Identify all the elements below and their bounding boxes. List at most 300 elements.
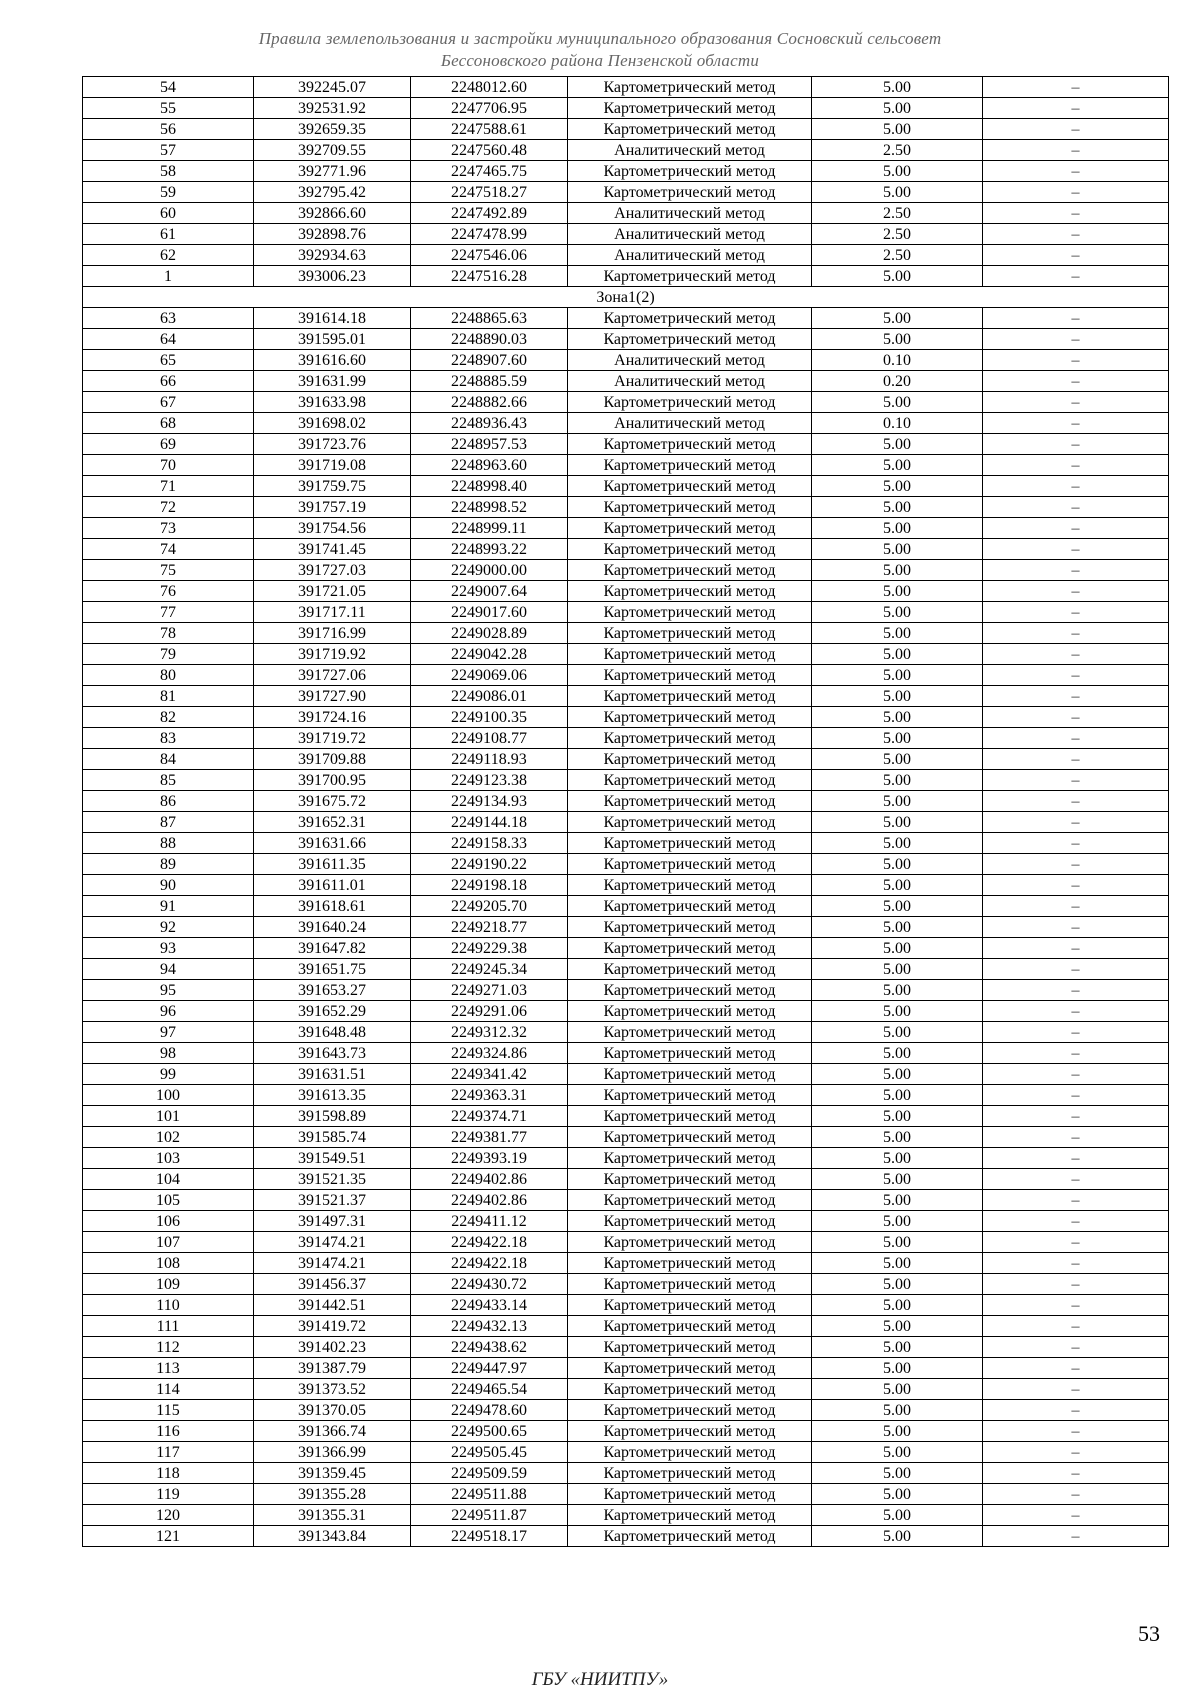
accuracy-cell: 5.00 <box>812 119 983 140</box>
note-cell: – <box>983 119 1169 140</box>
note-cell: – <box>983 1127 1169 1148</box>
accuracy-cell: 5.00 <box>812 497 983 518</box>
x-coordinate-cell: 392898.76 <box>254 224 411 245</box>
note-cell: – <box>983 1148 1169 1169</box>
x-coordinate-cell: 391370.05 <box>254 1400 411 1421</box>
table-row <box>83 602 1169 623</box>
point-number-cell: 77 <box>83 602 254 623</box>
method-cell: Картометрический метод <box>568 308 812 329</box>
method-cell: Картометрический метод <box>568 581 812 602</box>
point-number-cell: 72 <box>83 497 254 518</box>
method-cell: Картометрический метод <box>568 833 812 854</box>
point-number-cell: 75 <box>83 560 254 581</box>
note-cell: – <box>983 938 1169 959</box>
note-cell: – <box>983 1211 1169 1232</box>
point-number-cell: 56 <box>83 119 254 140</box>
method-cell: Картометрический метод <box>568 1337 812 1358</box>
note-cell: – <box>983 77 1169 98</box>
y-coordinate-cell: 2249402.86 <box>411 1169 568 1190</box>
point-number-cell: 67 <box>83 392 254 413</box>
point-number-cell: 60 <box>83 203 254 224</box>
y-coordinate-cell: 2249042.28 <box>411 644 568 665</box>
y-coordinate-cell: 2247465.75 <box>411 161 568 182</box>
method-cell: Аналитический метод <box>568 350 812 371</box>
accuracy-cell: 5.00 <box>812 581 983 602</box>
y-coordinate-cell: 2249123.38 <box>411 770 568 791</box>
table-row <box>83 1484 1169 1505</box>
accuracy-cell: 5.00 <box>812 560 983 581</box>
x-coordinate-cell: 391614.18 <box>254 308 411 329</box>
x-coordinate-cell: 392245.07 <box>254 77 411 98</box>
table-row <box>83 497 1169 518</box>
table-row <box>83 455 1169 476</box>
accuracy-cell: 5.00 <box>812 1253 983 1274</box>
accuracy-cell: 2.50 <box>812 203 983 224</box>
point-number-cell: 63 <box>83 308 254 329</box>
y-coordinate-cell: 2249158.33 <box>411 833 568 854</box>
y-coordinate-cell: 2249205.70 <box>411 896 568 917</box>
point-number-cell: 95 <box>83 980 254 1001</box>
table-row <box>83 98 1169 119</box>
note-cell: – <box>983 224 1169 245</box>
point-number-cell: 87 <box>83 812 254 833</box>
y-coordinate-cell: 2249422.18 <box>411 1232 568 1253</box>
point-number-cell: 73 <box>83 518 254 539</box>
method-cell: Картометрический метод <box>568 119 812 140</box>
x-coordinate-cell: 391366.74 <box>254 1421 411 1442</box>
point-number-cell: 115 <box>83 1400 254 1421</box>
note-cell: – <box>983 98 1169 119</box>
table-row <box>83 938 1169 959</box>
x-coordinate-cell: 391640.24 <box>254 917 411 938</box>
method-cell: Картометрический метод <box>568 854 812 875</box>
point-number-cell: 119 <box>83 1484 254 1505</box>
table-row <box>83 161 1169 182</box>
point-number-cell: 109 <box>83 1274 254 1295</box>
note-cell: – <box>983 707 1169 728</box>
table-row <box>83 560 1169 581</box>
x-coordinate-cell: 391727.03 <box>254 560 411 581</box>
method-cell: Картометрический метод <box>568 1064 812 1085</box>
y-coordinate-cell: 2249432.13 <box>411 1316 568 1337</box>
accuracy-cell: 5.00 <box>812 1442 983 1463</box>
table-row <box>83 1001 1169 1022</box>
table-row <box>83 917 1169 938</box>
x-coordinate-cell: 391716.99 <box>254 623 411 644</box>
method-cell: Картометрический метод <box>568 1400 812 1421</box>
table-row <box>83 707 1169 728</box>
point-number-cell: 68 <box>83 413 254 434</box>
note-cell: – <box>983 1400 1169 1421</box>
table-row <box>83 77 1169 98</box>
x-coordinate-cell: 392771.96 <box>254 161 411 182</box>
note-cell: – <box>983 980 1169 1001</box>
note-cell: – <box>983 896 1169 917</box>
method-cell: Картометрический метод <box>568 1421 812 1442</box>
note-cell: – <box>983 161 1169 182</box>
y-coordinate-cell: 2247560.48 <box>411 140 568 161</box>
method-cell: Картометрический метод <box>568 602 812 623</box>
note-cell: – <box>983 1169 1169 1190</box>
method-cell: Картометрический метод <box>568 623 812 644</box>
accuracy-cell: 5.00 <box>812 161 983 182</box>
point-number-cell: 118 <box>83 1463 254 1484</box>
note-cell: – <box>983 1484 1169 1505</box>
y-coordinate-cell: 2249245.34 <box>411 959 568 980</box>
table-row <box>83 224 1169 245</box>
accuracy-cell: 5.00 <box>812 455 983 476</box>
accuracy-cell: 5.00 <box>812 539 983 560</box>
point-number-cell: 108 <box>83 1253 254 1274</box>
y-coordinate-cell: 2249402.86 <box>411 1190 568 1211</box>
y-coordinate-cell: 2248998.40 <box>411 476 568 497</box>
note-cell: – <box>983 266 1169 287</box>
accuracy-cell: 5.00 <box>812 1001 983 1022</box>
table-row <box>83 1400 1169 1421</box>
point-number-cell: 98 <box>83 1043 254 1064</box>
method-cell: Картометрический метод <box>568 644 812 665</box>
note-cell: – <box>983 1190 1169 1211</box>
x-coordinate-cell: 391631.99 <box>254 371 411 392</box>
method-cell: Картометрический метод <box>568 1106 812 1127</box>
x-coordinate-cell: 391521.35 <box>254 1169 411 1190</box>
note-cell: – <box>983 833 1169 854</box>
x-coordinate-cell: 391618.61 <box>254 896 411 917</box>
x-coordinate-cell: 391359.45 <box>254 1463 411 1484</box>
x-coordinate-cell: 391754.56 <box>254 518 411 539</box>
accuracy-cell: 5.00 <box>812 1043 983 1064</box>
method-cell: Картометрический метод <box>568 497 812 518</box>
table-row <box>83 245 1169 266</box>
table-row <box>83 581 1169 602</box>
method-cell: Картометрический метод <box>568 266 812 287</box>
table-row <box>83 644 1169 665</box>
x-coordinate-cell: 391595.01 <box>254 329 411 350</box>
method-cell: Картометрический метод <box>568 980 812 1001</box>
x-coordinate-cell: 392866.60 <box>254 203 411 224</box>
x-coordinate-cell: 391719.08 <box>254 455 411 476</box>
x-coordinate-cell: 391653.27 <box>254 980 411 1001</box>
note-cell: – <box>983 1421 1169 1442</box>
accuracy-cell: 0.20 <box>812 371 983 392</box>
table-row <box>83 980 1169 1001</box>
accuracy-cell: 5.00 <box>812 77 983 98</box>
table-row <box>83 371 1169 392</box>
table-row <box>83 791 1169 812</box>
table-row <box>83 1463 1169 1484</box>
point-number-cell: 110 <box>83 1295 254 1316</box>
note-cell: – <box>983 854 1169 875</box>
x-coordinate-cell: 391585.74 <box>254 1127 411 1148</box>
note-cell: – <box>983 749 1169 770</box>
accuracy-cell: 5.00 <box>812 476 983 497</box>
y-coordinate-cell: 2248885.59 <box>411 371 568 392</box>
note-cell: – <box>983 350 1169 371</box>
y-coordinate-cell: 2249291.06 <box>411 1001 568 1022</box>
point-number-cell: 61 <box>83 224 254 245</box>
y-coordinate-cell: 2248012.60 <box>411 77 568 98</box>
method-cell: Картометрический метод <box>568 182 812 203</box>
header-line-2: Бессоновского района Пензенской области <box>440 51 760 70</box>
x-coordinate-cell: 391549.51 <box>254 1148 411 1169</box>
table-row <box>83 1043 1169 1064</box>
x-coordinate-cell: 391651.75 <box>254 959 411 980</box>
point-number-cell: 103 <box>83 1148 254 1169</box>
table-row <box>83 896 1169 917</box>
note-cell: – <box>983 1064 1169 1085</box>
table-row <box>83 539 1169 560</box>
note-cell: – <box>983 308 1169 329</box>
y-coordinate-cell: 2249341.42 <box>411 1064 568 1085</box>
point-number-cell: 1 <box>83 266 254 287</box>
method-cell: Картометрический метод <box>568 1505 812 1526</box>
x-coordinate-cell: 391727.06 <box>254 665 411 686</box>
y-coordinate-cell: 2249007.64 <box>411 581 568 602</box>
accuracy-cell: 5.00 <box>812 1421 983 1442</box>
note-cell: – <box>983 728 1169 749</box>
note-cell: – <box>983 791 1169 812</box>
accuracy-cell: 5.00 <box>812 1064 983 1085</box>
note-cell: – <box>983 875 1169 896</box>
x-coordinate-cell: 391598.89 <box>254 1106 411 1127</box>
document-header <box>0 28 1200 72</box>
method-cell: Картометрический метод <box>568 1463 812 1484</box>
point-number-cell: 80 <box>83 665 254 686</box>
note-cell: – <box>983 1274 1169 1295</box>
point-number-cell: 84 <box>83 749 254 770</box>
accuracy-cell: 2.50 <box>812 245 983 266</box>
table-row <box>83 413 1169 434</box>
x-coordinate-cell: 391631.66 <box>254 833 411 854</box>
method-cell: Картометрический метод <box>568 518 812 539</box>
table-row <box>83 1421 1169 1442</box>
note-cell: – <box>983 1505 1169 1526</box>
table-row <box>83 1337 1169 1358</box>
note-cell: – <box>983 602 1169 623</box>
method-cell: Картометрический метод <box>568 1253 812 1274</box>
table-row <box>83 203 1169 224</box>
x-coordinate-cell: 391613.35 <box>254 1085 411 1106</box>
x-coordinate-cell: 391497.31 <box>254 1211 411 1232</box>
x-coordinate-cell: 392795.42 <box>254 182 411 203</box>
x-coordinate-cell: 391631.51 <box>254 1064 411 1085</box>
method-cell: Картометрический метод <box>568 959 812 980</box>
y-coordinate-cell: 2248890.03 <box>411 329 568 350</box>
note-cell: – <box>983 1085 1169 1106</box>
accuracy-cell: 5.00 <box>812 1127 983 1148</box>
point-number-cell: 107 <box>83 1232 254 1253</box>
x-coordinate-cell: 391343.84 <box>254 1526 411 1547</box>
x-coordinate-cell: 391675.72 <box>254 791 411 812</box>
table-row <box>83 1358 1169 1379</box>
note-cell: – <box>983 245 1169 266</box>
point-number-cell: 100 <box>83 1085 254 1106</box>
point-number-cell: 97 <box>83 1022 254 1043</box>
point-number-cell: 92 <box>83 917 254 938</box>
x-coordinate-cell: 391474.21 <box>254 1253 411 1274</box>
x-coordinate-cell: 391633.98 <box>254 392 411 413</box>
x-coordinate-cell: 391611.35 <box>254 854 411 875</box>
point-number-cell: 101 <box>83 1106 254 1127</box>
table-row <box>83 854 1169 875</box>
y-coordinate-cell: 2249511.88 <box>411 1484 568 1505</box>
point-number-cell: 89 <box>83 854 254 875</box>
point-number-cell: 74 <box>83 539 254 560</box>
point-number-cell: 57 <box>83 140 254 161</box>
method-cell: Картометрический метод <box>568 560 812 581</box>
note-cell: – <box>983 140 1169 161</box>
y-coordinate-cell: 2249000.00 <box>411 560 568 581</box>
x-coordinate-cell: 391643.73 <box>254 1043 411 1064</box>
table-row <box>83 1274 1169 1295</box>
point-number-cell: 114 <box>83 1379 254 1400</box>
note-cell: – <box>983 959 1169 980</box>
y-coordinate-cell: 2249393.19 <box>411 1148 568 1169</box>
accuracy-cell: 5.00 <box>812 791 983 812</box>
point-number-cell: 83 <box>83 728 254 749</box>
x-coordinate-cell: 391442.51 <box>254 1295 411 1316</box>
table-row <box>83 518 1169 539</box>
document-footer: ГБУ «НИИТПУ» <box>531 1669 669 1690</box>
point-number-cell: 116 <box>83 1421 254 1442</box>
note-cell: – <box>983 1442 1169 1463</box>
x-coordinate-cell: 391402.23 <box>254 1337 411 1358</box>
note-cell: – <box>983 1106 1169 1127</box>
y-coordinate-cell: 2249198.18 <box>411 875 568 896</box>
x-coordinate-cell: 391611.01 <box>254 875 411 896</box>
x-coordinate-cell: 393006.23 <box>254 266 411 287</box>
y-coordinate-cell: 2249190.22 <box>411 854 568 875</box>
method-cell: Картометрический метод <box>568 539 812 560</box>
accuracy-cell: 5.00 <box>812 1505 983 1526</box>
table-row <box>83 1190 1169 1211</box>
table-row <box>83 623 1169 644</box>
y-coordinate-cell: 2249511.87 <box>411 1505 568 1526</box>
table-row <box>83 1442 1169 1463</box>
accuracy-cell: 5.00 <box>812 392 983 413</box>
x-coordinate-cell: 392659.35 <box>254 119 411 140</box>
zone-label: Зона1(2) <box>83 287 1169 308</box>
y-coordinate-cell: 2248963.60 <box>411 455 568 476</box>
y-coordinate-cell: 2249324.86 <box>411 1043 568 1064</box>
y-coordinate-cell: 2249433.14 <box>411 1295 568 1316</box>
point-number-cell: 86 <box>83 791 254 812</box>
table-row <box>83 119 1169 140</box>
y-coordinate-cell: 2248907.60 <box>411 350 568 371</box>
x-coordinate-cell: 391652.31 <box>254 812 411 833</box>
method-cell: Картометрический метод <box>568 161 812 182</box>
y-coordinate-cell: 2249478.60 <box>411 1400 568 1421</box>
coordinates-table-body <box>83 77 1169 1547</box>
accuracy-cell: 5.00 <box>812 1337 983 1358</box>
x-coordinate-cell: 391757.19 <box>254 497 411 518</box>
y-coordinate-cell: 2249430.72 <box>411 1274 568 1295</box>
method-cell: Аналитический метод <box>568 203 812 224</box>
table-row <box>83 392 1169 413</box>
accuracy-cell: 5.00 <box>812 854 983 875</box>
point-number-cell: 96 <box>83 1001 254 1022</box>
method-cell: Картометрический метод <box>568 1169 812 1190</box>
method-cell: Картометрический метод <box>568 392 812 413</box>
y-coordinate-cell: 2249500.65 <box>411 1421 568 1442</box>
table-row <box>83 434 1169 455</box>
x-coordinate-cell: 391366.99 <box>254 1442 411 1463</box>
method-cell: Аналитический метод <box>568 371 812 392</box>
x-coordinate-cell: 392934.63 <box>254 245 411 266</box>
point-number-cell: 81 <box>83 686 254 707</box>
x-coordinate-cell: 391616.60 <box>254 350 411 371</box>
x-coordinate-cell: 391355.31 <box>254 1505 411 1526</box>
point-number-cell: 65 <box>83 350 254 371</box>
note-cell: – <box>983 203 1169 224</box>
method-cell: Картометрический метод <box>568 875 812 896</box>
point-number-cell: 91 <box>83 896 254 917</box>
method-cell: Картометрический метод <box>568 812 812 833</box>
point-number-cell: 88 <box>83 833 254 854</box>
point-number-cell: 102 <box>83 1127 254 1148</box>
table-row <box>83 308 1169 329</box>
table-row <box>83 1127 1169 1148</box>
accuracy-cell: 5.00 <box>812 1211 983 1232</box>
x-coordinate-cell: 391719.92 <box>254 644 411 665</box>
table-row <box>83 182 1169 203</box>
x-coordinate-cell: 391759.75 <box>254 476 411 497</box>
table-row <box>83 728 1169 749</box>
accuracy-cell: 5.00 <box>812 896 983 917</box>
point-number-cell: 93 <box>83 938 254 959</box>
x-coordinate-cell: 391719.72 <box>254 728 411 749</box>
y-coordinate-cell: 2249422.18 <box>411 1253 568 1274</box>
point-number-cell: 94 <box>83 959 254 980</box>
note-cell: – <box>983 623 1169 644</box>
point-number-cell: 70 <box>83 455 254 476</box>
point-number-cell: 85 <box>83 770 254 791</box>
method-cell: Картометрический метод <box>568 1316 812 1337</box>
point-number-cell: 59 <box>83 182 254 203</box>
method-cell: Картометрический метод <box>568 1022 812 1043</box>
note-cell: – <box>983 434 1169 455</box>
accuracy-cell: 5.00 <box>812 917 983 938</box>
x-coordinate-cell: 391698.02 <box>254 413 411 434</box>
accuracy-cell: 5.00 <box>812 434 983 455</box>
x-coordinate-cell: 391647.82 <box>254 938 411 959</box>
method-cell: Картометрический метод <box>568 1442 812 1463</box>
header-line-1: Правила землепользования и застройки муниципального образования Сосновский сельсовет <box>258 29 942 48</box>
method-cell: Картометрический метод <box>568 707 812 728</box>
method-cell: Картометрический метод <box>568 1148 812 1169</box>
accuracy-cell: 5.00 <box>812 1484 983 1505</box>
accuracy-cell: 5.00 <box>812 602 983 623</box>
x-coordinate-cell: 392709.55 <box>254 140 411 161</box>
table-row <box>83 350 1169 371</box>
accuracy-cell: 2.50 <box>812 224 983 245</box>
point-number-cell: 69 <box>83 434 254 455</box>
table-row <box>83 1169 1169 1190</box>
method-cell: Аналитический метод <box>568 224 812 245</box>
accuracy-cell: 5.00 <box>812 1400 983 1421</box>
note-cell: – <box>983 1001 1169 1022</box>
point-number-cell: 106 <box>83 1211 254 1232</box>
note-cell: – <box>983 371 1169 392</box>
table-row <box>83 875 1169 896</box>
point-number-cell: 64 <box>83 329 254 350</box>
coordinates-table <box>82 76 1169 1547</box>
note-cell: – <box>983 518 1169 539</box>
table-row <box>83 1106 1169 1127</box>
y-coordinate-cell: 2249505.45 <box>411 1442 568 1463</box>
note-cell: – <box>983 182 1169 203</box>
point-number-cell: 90 <box>83 875 254 896</box>
